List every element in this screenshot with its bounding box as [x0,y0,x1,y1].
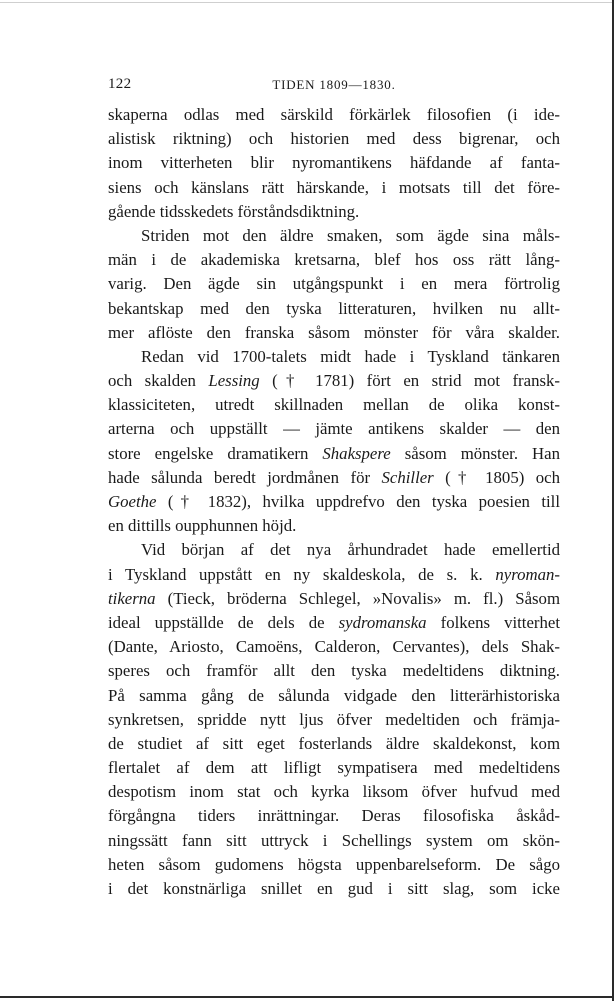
text-line [108,490,560,514]
text-line [108,200,560,224]
page-header [108,76,560,98]
text-run: mer aflöste den franska såsom mönster för våra skalder. [108,322,560,342]
text-run: († 1832), hvilka uppdrefvo den tyska poesien till [156,492,560,511]
running-title: TIDEN 1809—1830. [272,77,396,92]
text-line [108,780,560,804]
text-run: folkens vitterhet [426,612,560,632]
text-run: (Tieck, bröderna Schlegel, »Novalis» m. fl.) Såsom [155,588,560,608]
text-line [108,442,560,466]
text-line [108,563,560,587]
text-run: ningssätt fann sitt uttryck i Schellings system om skön- [108,830,560,850]
text-line [108,514,560,538]
italic-name: sydromanska [338,612,427,632]
text-line [108,176,560,200]
text-line [108,732,560,756]
text-line [108,466,560,490]
italic-name: Lessing [208,371,260,391]
text-run: alistisk riktning) och historien med dess bigrenar, och [108,129,560,149]
text-line [108,272,560,296]
scan-edge-top [0,2,612,3]
text-run: store engelske dramatikern [108,443,323,463]
text-run: speres och framför allt den tyska medeltidens diktning. [108,661,560,681]
text-line [108,684,560,708]
text-run: och skalden [108,371,209,391]
text-run: synkretsen, spridde nytt ljus öfver medeltiden och främja- [108,709,560,729]
text-run: heten såsom gudomens högsta uppenbarelseform. De sågo [108,854,560,874]
text-run: arterna och uppställt — jämte antikens skalder — den [108,419,560,439]
text-line [108,587,560,611]
text-run: († 1781) fört en strid mot fransk- [259,371,560,391]
text-line [108,151,560,175]
text-line [108,538,560,562]
text-line [108,877,560,901]
text-run: de studiet af sitt eget fosterlands äldre skaldekonst, kom [108,733,560,753]
text-run: († 1805) och [433,467,560,487]
text-run: Redan vid 1700-talets midt hade i Tyskland tänkaren [141,346,560,366]
text-line [108,829,560,853]
scan-edge-bottom [0,996,612,998]
text-run: i Tyskland uppstått en ny skaldeskola, de s. k. [108,564,496,584]
text-run: siens och känslans rätt härskande, i motsats till det före- [108,177,560,197]
text-line [108,708,560,732]
text-line [108,248,560,272]
text-run: varig. Den ägde sin utgångspunkt i en mera förtrolig [108,274,560,294]
text-line [108,103,560,127]
text-run: män i de akademiska kretsarna, blef hos oss rätt lång- [108,250,560,270]
italic-name: Shakspere [322,443,391,463]
text-run: hade sålunda beredt jordmånen för [108,467,382,487]
text-line [108,321,560,345]
text-run: Vid början af det nya århundradet hade emellertid [141,540,560,560]
italic-name: Schiller [381,467,434,487]
text-run: gående tidsskedets förståndsdiktning. [108,201,360,221]
text-run: klassiciteten, utredt skillnaden mellan de olika konst- [108,395,560,415]
text-run: flertalet af dem att lifligt sympatisera med medeltidens [108,758,560,778]
text-run: förgångna tiders inrättningar. Deras filosofiska åskåd- [108,806,560,826]
scan-edge-right [612,0,614,1001]
text-line [108,345,560,369]
text-run: (Dante, Ariosto, Camoëns, Calderon, Cervantes), dels Shak- [108,637,560,657]
italic-name: tikerna [108,588,156,608]
text-run: ideal uppställde de dels de [108,612,339,632]
text-run: en dittills oupphunnen höjd. [108,516,297,536]
text-run: despotism inom stat och kyrka liksom öfver hufvud med [108,782,560,802]
text-line [108,611,560,635]
text-run: Striden mot den äldre smaken, som ägde sina måls- [141,225,560,245]
text-line [108,635,560,659]
text-run: På samma gång de sålunda vidgade den litterärhistoriska [108,685,560,705]
italic-name: nyroman- [495,564,560,584]
text-run: såsom mönster. Han [390,443,560,463]
text-line [108,224,560,248]
italic-name: Goethe [108,492,157,511]
text-run: inom vitterheten blir nyromantikens häfdande af fanta- [108,153,560,173]
text-line [108,127,560,151]
text-line [108,853,560,877]
text-line [108,804,560,828]
text-run: i det konstnärliga snillet en gud i sitt slag, som icke [108,879,560,898]
text-line [108,297,560,321]
text-line [108,756,560,780]
text-run: skaperna odlas med särskild förkärlek filosofien (i ide- [108,105,560,124]
page-number: 122 [108,76,132,92]
text-line [108,369,560,393]
text-line [108,417,560,441]
text-run: bekantskap med den tyska litteraturen, hvilken nu allt- [108,298,560,318]
body-text [108,103,560,901]
text-line [108,659,560,683]
text-line [108,393,560,417]
